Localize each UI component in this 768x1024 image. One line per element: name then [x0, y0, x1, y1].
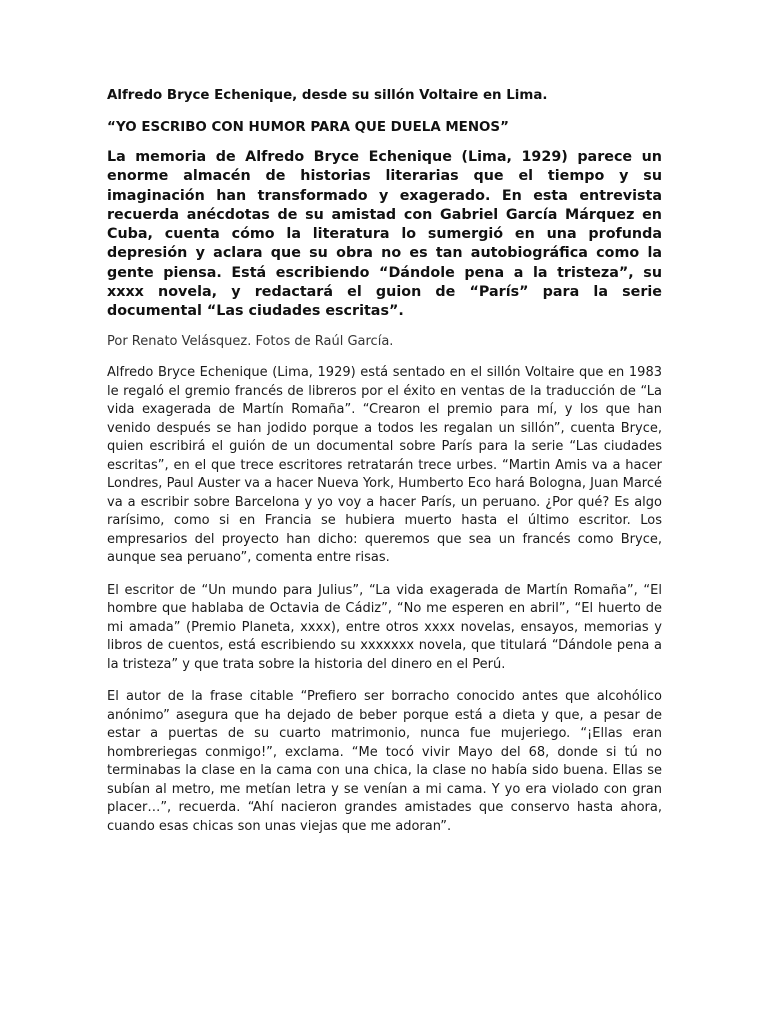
lead-paragraph: La memoria de Alfredo Bryce Echenique (Lima, 1929) parece un enorme almacén de historias literarias que el tiempo y su imaginación han transformado y exagerado. En esta entrevista recuerda anécdotas de su amistad con Gabriel García Márquez en Cuba, cuenta cómo la literatura lo sumergió en una profunda depresión y aclara que su obra no es tan autobiográfica como la gente piensa. Está escribiendo “Dándole pena a la tristeza”, su xxxx novela, y redactará el guion de “París” para la serie documental “Las ciudades escritas”. [107, 149, 662, 320]
body-paragraph-3: El autor de la frase citable “Prefiero ser borracho conocido antes que alcohólico anónimo” asegura que ha dejado de beber porque está a dieta y que, a pesar de estar a puertas de su cuarto matrimonio, nunca fue mujeriego. “¡Ellas eran hombreriegas conmigo!”, exclama. “Me tocó vivir Mayo del 68, donde si tú no terminabas la clase en la cama con una chica, la clase no había sido buena. Ellas se subían al metro, me metían letra y se venían a mi cama. Y yo era violado con gran placer…”, recuerda. “Ahí nacieron grandes amistades que conservo hasta ahora, cuando esas chicas son unas viejas que me adoran”. [107, 689, 662, 834]
document-headline: “YO ESCRIBO CON HUMOR PARA QUE DUELA MENOS” [107, 120, 509, 135]
byline: Por Renato Velásquez. Fotos de Raúl García. [107, 333, 394, 349]
document-title: Alfredo Bryce Echenique, desde su sillón Voltaire en Lima. [107, 88, 548, 103]
body-paragraph-2: El escritor de “Un mundo para Julius”, “La vida exagerada de Martín Romaña”, “El hombre que hablaba de Octavia de Cádiz”, “No me esperen en abril”, “El huerto de mi amada” (Premio Planeta, xxxx), entre otros xxxx novelas, ensayos, memorias y libros de cuentos, está escribiendo su xxxxxxx novela, que titulará “Dándole pena a la tristeza” y que trata sobre la historia del dinero en el Perú. [107, 582, 662, 672]
document-page [107, 86, 662, 850]
body-paragraph-1: Alfredo Bryce Echenique (Lima, 1929) está sentado en el sillón Voltaire que en 1983 le regaló el gremio francés de libreros por el éxito en ventas de la traducción de “La vida exagerada de Martín Romaña”. “Crearon el premio para mí, y los que han venido después se han jodido porque a todos les regalan un sillón”, cuenta Bryce, quien escribirá el guión de un documental sobre París para la serie “Las ciudades escritas”, en el que trece escritores retratarán trece urbes. “Martin Amis va a hacer Londres, Paul Auster va a hacer Nueva York, Humberto Eco hará Bologna, Juan Marcé va a escribir sobre Barcelona y yo voy a hacer París, un peruano. ¿Por qué? Es algo rarísimo, como si en Francia se hubiera muerto hasta el último escritor. Los empresarios del proyecto han dicho: queremos que sea un francés como Bryce, aunque sea peruano”, comenta entre risas. [107, 365, 662, 566]
